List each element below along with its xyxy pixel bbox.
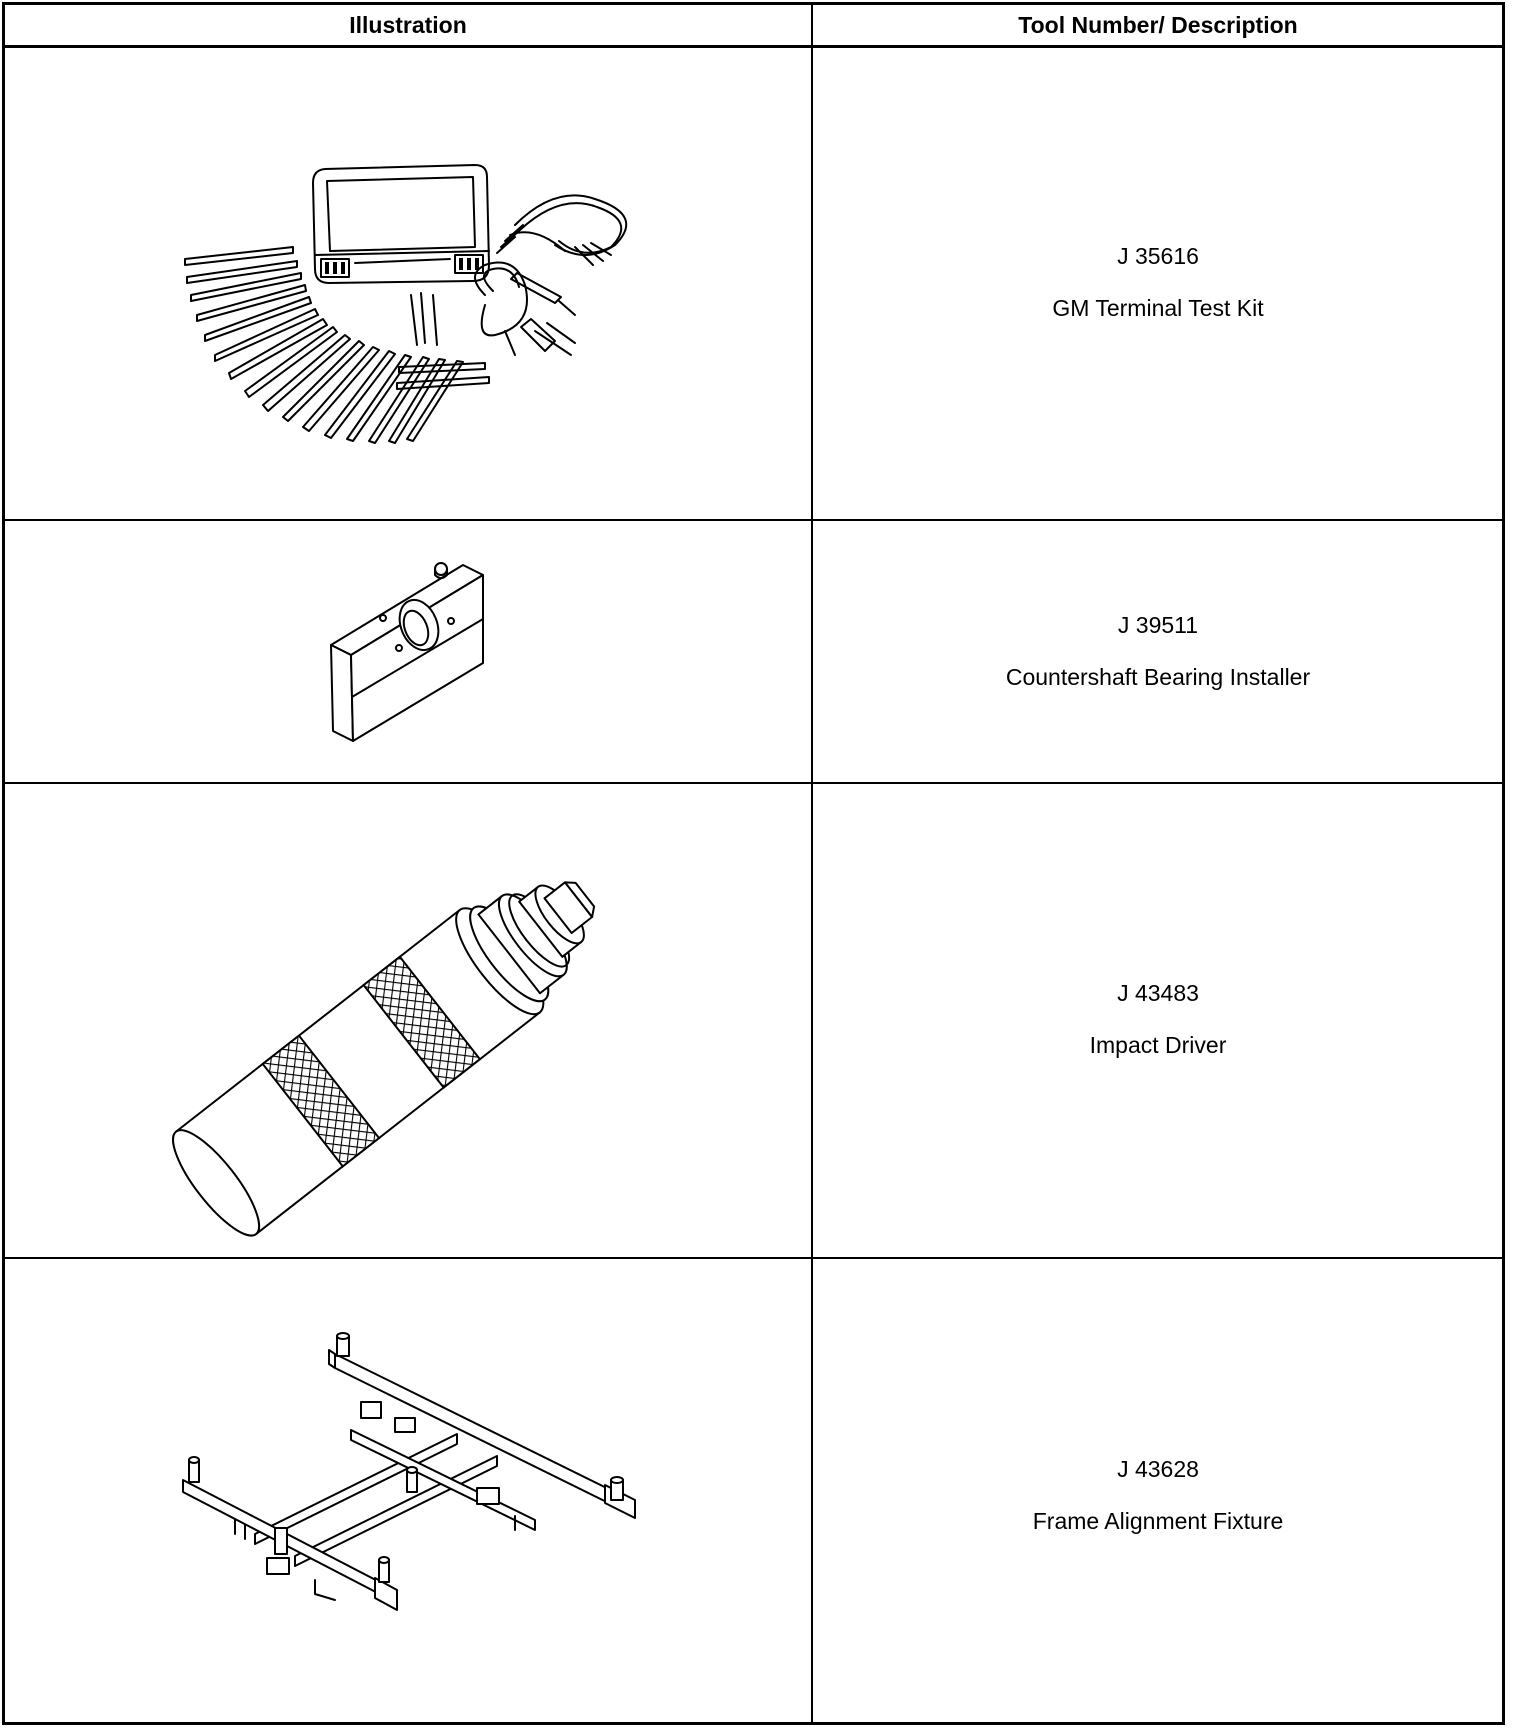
tool-description: Impact Driver bbox=[1089, 1032, 1227, 1058]
tool-table bbox=[2, 2, 1505, 1725]
tool-number: J 43628 bbox=[1117, 1456, 1199, 1482]
tool-number: J 39511 bbox=[1117, 612, 1199, 638]
row-divider bbox=[5, 1257, 1502, 1259]
tool-description: GM Terminal Test Kit bbox=[1052, 295, 1264, 321]
impact-driver-icon bbox=[180, 805, 640, 1250]
row-divider bbox=[5, 782, 1502, 784]
table-row bbox=[813, 1458, 1503, 1533]
table-row bbox=[813, 982, 1503, 1057]
table-row bbox=[813, 614, 1503, 689]
bearing-installer-icon bbox=[323, 545, 493, 750]
header-illustration: Illustration bbox=[349, 11, 467, 38]
frame-alignment-fixture-icon bbox=[175, 1320, 655, 1625]
table-row bbox=[813, 245, 1503, 320]
tool-number: J 43483 bbox=[1117, 980, 1199, 1006]
tool-description: Countershaft Bearing Installer bbox=[1005, 664, 1311, 690]
tool-description: Frame Alignment Fixture bbox=[1032, 1508, 1284, 1534]
header-description: Tool Number/ Description bbox=[1018, 11, 1298, 38]
terminal-test-kit-icon bbox=[175, 155, 655, 450]
row-divider bbox=[5, 519, 1502, 521]
tool-number: J 35616 bbox=[1117, 243, 1199, 269]
header-divider bbox=[5, 45, 1502, 48]
